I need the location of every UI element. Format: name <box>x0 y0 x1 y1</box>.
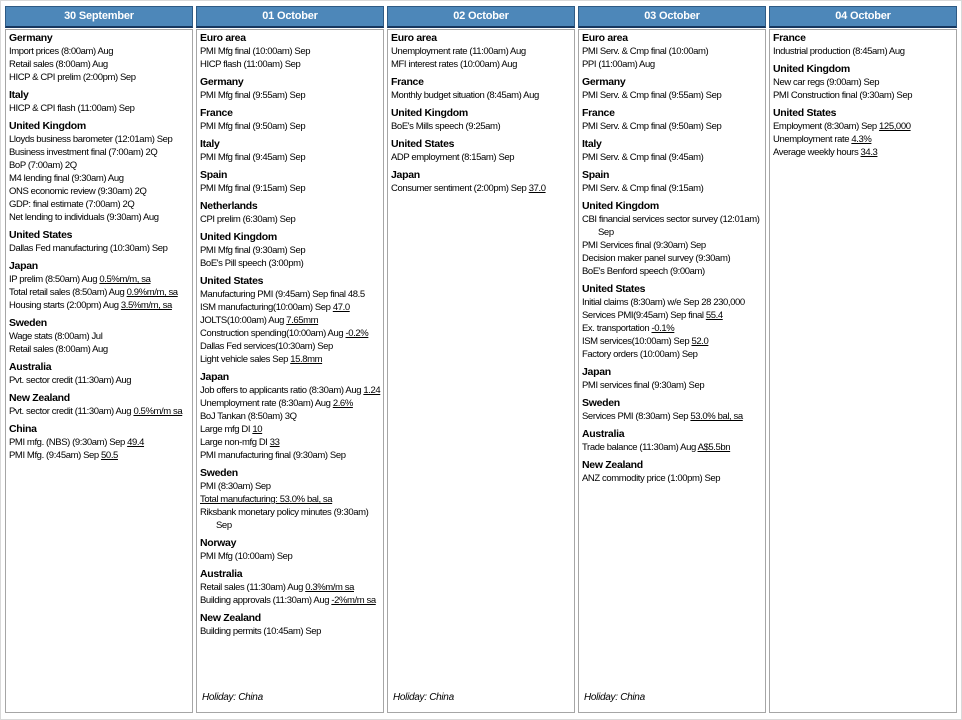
country-name: United Kingdom <box>9 120 86 132</box>
event-item: PMI manufacturing final (9:30am) Sep <box>200 450 346 461</box>
holiday-note: Holiday: China <box>584 692 645 703</box>
country-section <box>9 361 189 387</box>
event-item: Industrial production (8:45am) Aug <box>773 46 905 57</box>
country-name: United States <box>391 138 455 150</box>
country-section <box>773 107 953 159</box>
country-name: Sweden <box>200 467 238 479</box>
day-header: 03 October <box>578 6 766 28</box>
event-value-underlined: 53.0% bal, sa <box>690 411 743 422</box>
event-item: Manufacturing PMI (9:45am) Sep final 48.5 <box>200 289 365 300</box>
event-item: Large mfg DI 10 <box>200 424 263 435</box>
country-section <box>391 76 571 102</box>
country-name: Australia <box>582 428 625 440</box>
country-section <box>773 63 953 102</box>
event-item: Retail sales (11:30am) Aug 0.3%m/m sa <box>200 582 354 593</box>
event-item: Initial claims (8:30am) w/e Sep 28 230,000 <box>582 297 745 308</box>
event-item: PMI Serv. & Cmp final (9:15am) <box>582 183 704 194</box>
day-header: 30 September <box>5 6 193 28</box>
event-item <box>200 493 380 506</box>
event-item: Monthly budget situation (8:45am) Aug <box>391 90 539 101</box>
event-item: Unemployment rate 4.3% <box>773 134 872 145</box>
event-item: Trade balance (11:30am) Aug A$5.5bn <box>582 442 731 453</box>
event-item: PMI Construction final (9:30am) Sep <box>773 90 913 101</box>
day-body <box>769 29 957 713</box>
country-section <box>582 366 762 392</box>
country-section <box>391 169 571 195</box>
event-value-underlined: 0.3%m/m sa <box>305 582 354 593</box>
event-item: PMI Mfg (10:00am) Sep <box>200 551 293 562</box>
event-item: PMI Serv. & Cmp final (9:45am) <box>582 152 704 163</box>
country-section <box>582 428 762 454</box>
country-section <box>391 32 571 71</box>
event-item: PMI Serv. & Cmp final (9:50am) Sep <box>582 121 722 132</box>
event-value-underlined: -0.2% <box>345 328 369 339</box>
event-item: ADP employment (8:15am) Sep <box>391 152 515 163</box>
event-item: Unemployment rate (8:30am) Aug 2.6% <box>200 398 353 409</box>
country-name: Japan <box>391 169 420 181</box>
event-value-underlined: Total manufacturing: 53.0% bal, sa <box>200 494 333 505</box>
event-value-underlined: 0.9%m/m, sa <box>126 287 178 298</box>
event-item: PMI Serv. & Cmp final (10:00am) <box>582 46 709 57</box>
calendar-table <box>5 6 957 713</box>
country-name: United Kingdom <box>773 63 850 75</box>
event-item: Light vehicle sales Sep 15.8mm <box>200 354 323 365</box>
event-item: BoE's Benford speech (9:00am) <box>582 266 705 277</box>
country-section <box>9 32 189 84</box>
country-name: Japan <box>200 371 229 383</box>
country-section <box>582 107 762 133</box>
event-item: Building approvals (11:30am) Aug -2%m/m sa <box>200 595 376 606</box>
day-header: 02 October <box>387 6 575 28</box>
event-item: Pvt. sector credit (11:30am) Aug <box>9 375 132 386</box>
country-name: United States <box>9 229 73 241</box>
country-section <box>200 76 380 102</box>
event-item: PMI Serv. & Cmp final (9:55am) Sep <box>582 90 722 101</box>
country-name: Italy <box>200 138 220 150</box>
event-item: JOLTS(10:00am) Aug 7.65mm <box>200 315 319 326</box>
event-value-underlined: 1.24 <box>363 385 381 396</box>
country-section <box>9 423 189 462</box>
event-item: Wage stats (8:00am) Jul <box>9 331 103 342</box>
event-value-underlined: 15.8mm <box>290 354 323 365</box>
event-item: HICP flash (11:00am) Sep <box>200 59 301 70</box>
day-column <box>387 6 575 713</box>
event-item: IP prelim (8:50am) Aug 0.5%m/m, sa <box>9 274 151 285</box>
event-value-underlined: 33 <box>269 437 280 448</box>
event-item: Business investment final (7:00am) 2Q <box>9 147 158 158</box>
event-item: PMI Mfg final (9:50am) Sep <box>200 121 306 132</box>
country-section <box>200 467 380 532</box>
day-column <box>196 6 384 713</box>
country-section <box>200 107 380 133</box>
event-item: Decision maker panel survey (9:30am) <box>582 253 731 264</box>
country-name: United Kingdom <box>200 231 277 243</box>
country-section <box>200 275 380 366</box>
country-section <box>773 32 953 58</box>
event-item: Housing starts (2:00pm) Aug 3.5%m/m, sa <box>9 300 172 311</box>
event-item: Dallas Fed manufacturing (10:30am) Sep <box>9 243 168 254</box>
event-item: PMI Mfg. (9:45am) Sep 50.5 <box>9 450 118 461</box>
country-name: France <box>773 32 806 44</box>
day-body <box>5 29 193 713</box>
country-section <box>582 76 762 102</box>
country-name: Australia <box>9 361 52 373</box>
event-item: GDP: final estimate (7:00am) 2Q <box>9 199 135 210</box>
event-value-underlined: 0.5%m/m, sa <box>99 274 151 285</box>
day-column <box>769 6 957 713</box>
country-section <box>200 200 380 226</box>
country-section <box>391 107 571 133</box>
event-value-underlined: A$5.5bn <box>697 442 731 453</box>
country-name: Australia <box>200 568 243 580</box>
country-name: United States <box>773 107 837 119</box>
country-section <box>582 138 762 164</box>
country-section <box>582 32 762 71</box>
event-item: BoE's Pill speech (3:00pm) <box>200 258 304 269</box>
event-item: Building permits (10:45am) Sep <box>200 626 322 637</box>
event-item: CPI prelim (6:30am) Sep <box>200 214 296 225</box>
event-item: Average weekly hours 34.3 <box>773 147 878 158</box>
event-item: ANZ commodity price (1:00pm) Sep <box>582 473 721 484</box>
country-name: United Kingdom <box>582 200 659 212</box>
event-item: PMI (8:30am) Sep <box>200 481 271 492</box>
event-item: ISM manufacturing(10:00am) Sep 47.0 <box>200 302 350 313</box>
day-column <box>5 6 193 713</box>
event-value-underlined: 0.5%m/m sa <box>133 406 183 417</box>
country-name: France <box>200 107 233 119</box>
event-item: HICP & CPI flash (11:00am) Sep <box>9 103 135 114</box>
country-section <box>9 392 189 418</box>
event-item: ONS economic review (9:30am) 2Q <box>9 186 147 197</box>
event-item: Lloyds business barometer (12:01am) Sep <box>9 134 173 145</box>
event-item: BoP (7:00am) 2Q <box>9 160 77 171</box>
day-column <box>578 6 766 713</box>
country-name: Japan <box>582 366 611 378</box>
event-item: Net lending to individuals (9:30am) Aug <box>9 212 159 223</box>
event-item: PMI Mfg final (10:00am) Sep <box>200 46 311 57</box>
event-value-underlined: 37.0 <box>528 183 546 194</box>
event-item: PPI (11:00am) Aug <box>582 59 655 70</box>
country-section <box>391 138 571 164</box>
country-name: New Zealand <box>582 459 643 471</box>
event-item: Factory orders (10:00am) Sep <box>582 349 698 360</box>
country-name: Sweden <box>582 397 620 409</box>
country-name: Euro area <box>391 32 437 44</box>
holiday-note: Holiday: China <box>393 692 454 703</box>
holiday-note: Holiday: China <box>202 692 263 703</box>
day-body <box>578 29 766 713</box>
country-section <box>9 120 189 224</box>
event-item: PMI Mfg final (9:45am) Sep <box>200 152 306 163</box>
event-item: Sep <box>598 227 614 238</box>
country-section <box>582 200 762 278</box>
country-name: Euro area <box>582 32 628 44</box>
event-value-underlined: -0.1% <box>651 323 675 334</box>
event-item: Construction spending(10:00am) Aug -0.2% <box>200 328 369 339</box>
country-name: Germany <box>200 76 244 88</box>
country-section <box>200 138 380 164</box>
country-section <box>582 283 762 361</box>
event-item: ISM services(10:00am) Sep 52.0 <box>582 336 709 347</box>
event-item: PMI mfg. (NBS) (9:30am) Sep 49.4 <box>9 437 145 448</box>
country-section <box>200 169 380 195</box>
event-value-underlined: 4.3% <box>851 134 872 145</box>
event-item: Retail sales (8:00am) Aug <box>9 344 108 355</box>
event-item: Services PMI(9:45am) Sep final 55.4 <box>582 310 723 321</box>
country-name: France <box>582 107 615 119</box>
country-name: New Zealand <box>200 612 261 624</box>
day-body <box>387 29 575 713</box>
country-section <box>200 612 380 638</box>
event-item: Dallas Fed services(10:30am) Sep <box>200 341 333 352</box>
event-value-underlined: -2%m/m sa <box>331 595 376 606</box>
event-value-underlined: 34.3 <box>860 147 878 158</box>
country-section <box>582 397 762 423</box>
event-value-underlined: 50.5 <box>101 450 118 461</box>
event-value-underlined: 10 <box>252 424 263 435</box>
country-section <box>9 89 189 115</box>
country-section <box>582 169 762 195</box>
event-item: Unemployment rate (11:00am) Aug <box>391 46 526 57</box>
event-value-underlined: 47.0 <box>332 302 350 313</box>
country-name: United Kingdom <box>391 107 468 119</box>
event-item: Total retail sales (8:50am) Aug 0.9%m/m, sa <box>9 287 178 298</box>
country-section <box>9 317 189 356</box>
country-section <box>9 229 189 255</box>
country-section <box>200 371 380 462</box>
country-name: Sweden <box>9 317 47 329</box>
event-value-underlined: 49.4 <box>127 437 145 448</box>
event-item: MFI interest rates (10:00am) Aug <box>391 59 518 70</box>
country-name: Germany <box>582 76 626 88</box>
country-name: United States <box>582 283 646 295</box>
event-value-underlined: 52.0 <box>691 336 709 347</box>
country-name: France <box>391 76 424 88</box>
event-value-underlined: 7.65mm <box>286 315 319 326</box>
country-name: China <box>9 423 37 435</box>
event-value-underlined: 125,000 <box>879 121 911 132</box>
event-item: HICP & CPI prelim (2:00pm) Sep <box>9 72 136 83</box>
country-section <box>200 537 380 563</box>
event-value-underlined: 3.5%m/m, sa <box>120 300 172 311</box>
event-value-underlined: 2.6% <box>332 398 353 409</box>
event-item: PMI Mfg final (9:55am) Sep <box>200 90 306 101</box>
event-item: Employment (8:30am) Sep 125,000 <box>773 121 911 132</box>
event-item: Import prices (8:00am) Aug <box>9 46 114 57</box>
event-item: PMI Mfg final (9:30am) Sep <box>200 245 306 256</box>
event-item: Consumer sentiment (2:00pm) Sep 37.0 <box>391 183 546 194</box>
country-name: Italy <box>9 89 29 101</box>
country-name: New Zealand <box>9 392 70 404</box>
country-name: Spain <box>200 169 228 181</box>
country-section <box>200 231 380 270</box>
day-header: 04 October <box>769 6 957 28</box>
country-name: Germany <box>9 32 53 44</box>
event-item: M4 lending final (9:30am) Aug <box>9 173 124 184</box>
country-section <box>200 32 380 71</box>
country-section <box>200 568 380 607</box>
country-section <box>582 459 762 485</box>
country-name: Spain <box>582 169 610 181</box>
country-name: United States <box>200 275 264 287</box>
event-item: Sep <box>216 520 232 531</box>
event-item: CBI financial services sector survey (12:01am) <box>582 214 760 225</box>
event-item: PMI Mfg final (9:15am) Sep <box>200 183 306 194</box>
event-item: BoJ Tankan (8:50am) 3Q <box>200 411 297 422</box>
event-item: Large non-mfg DI 33 <box>200 437 280 448</box>
event-item: New car regs (9:00am) Sep <box>773 77 880 88</box>
event-item: Ex. transportation -0.1% <box>582 323 675 334</box>
event-item: Pvt. sector credit (11:30am) Aug 0.5%m/m sa <box>9 406 183 417</box>
event-item: Retail sales (8:00am) Aug <box>9 59 108 70</box>
event-item: Job offers to applicants ratio (8:30am) Aug 1.24 <box>200 385 381 396</box>
event-item: Services PMI (8:30am) Sep 53.0% bal, sa <box>582 411 743 422</box>
day-header: 01 October <box>196 6 384 28</box>
country-name: Norway <box>200 537 237 549</box>
country-section <box>9 260 189 312</box>
day-body <box>196 29 384 713</box>
country-name: Japan <box>9 260 38 272</box>
event-value-underlined: 55.4 <box>705 310 723 321</box>
country-name: Netherlands <box>200 200 258 212</box>
country-name: Euro area <box>200 32 246 44</box>
event-item: PMI Services final (9:30am) Sep <box>582 240 706 251</box>
event-item: PMI services final (9:30am) Sep <box>582 380 705 391</box>
event-item: Riksbank monetary policy minutes (9:30am) <box>200 507 369 518</box>
country-name: Italy <box>582 138 602 150</box>
event-item: BoE's Mills speech (9:25am) <box>391 121 501 132</box>
